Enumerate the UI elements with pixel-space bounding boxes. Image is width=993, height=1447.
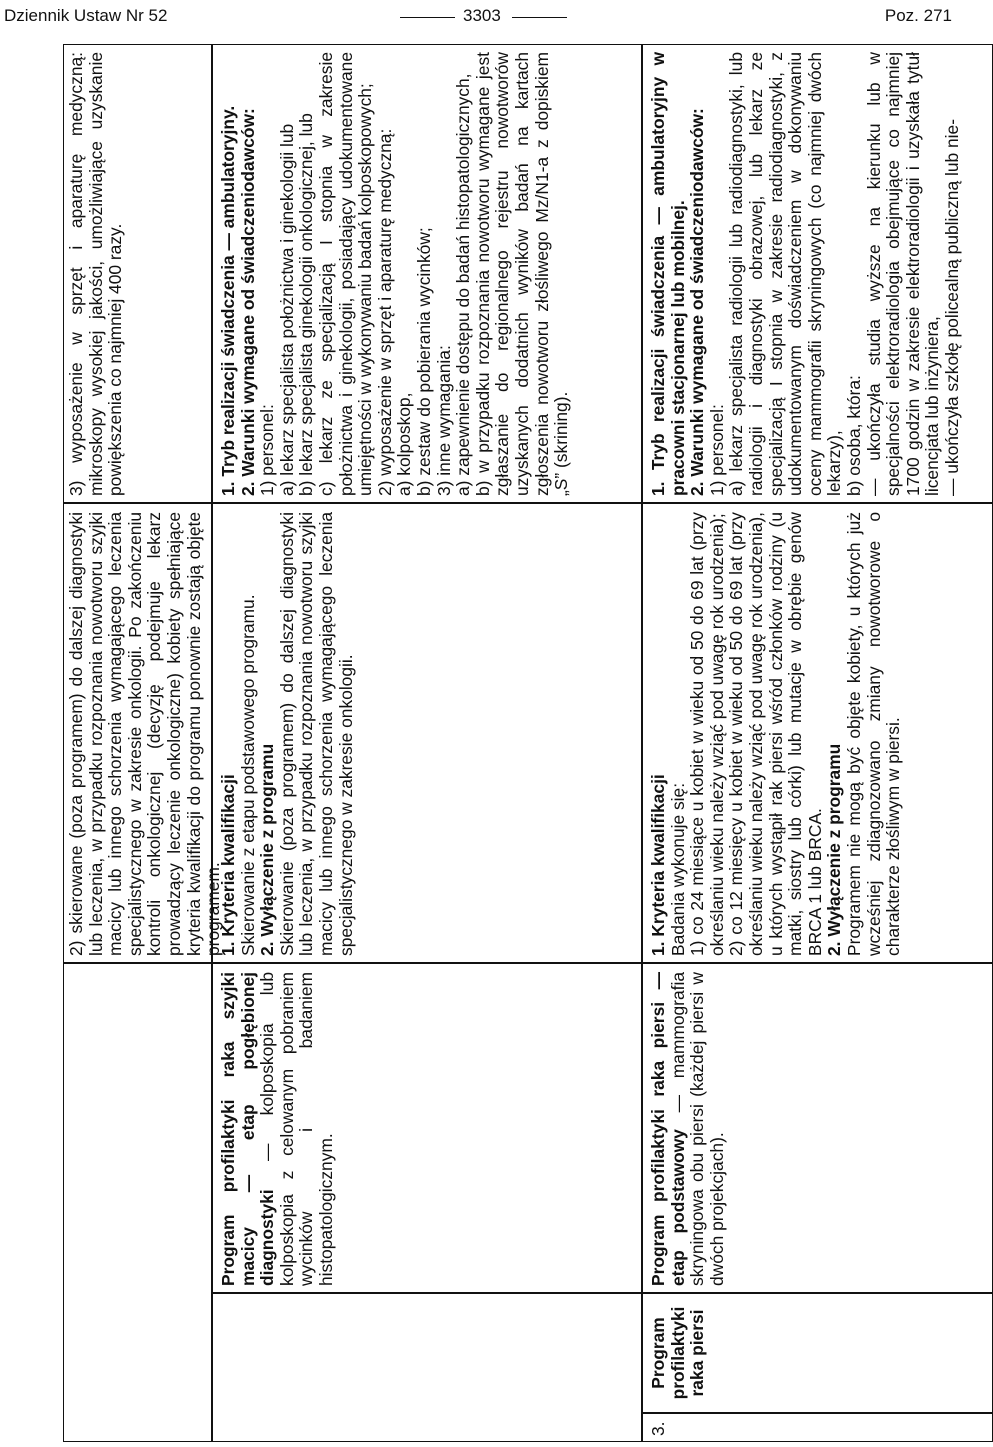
col-divider-2 xyxy=(211,1293,993,1295)
breast-requirements: 1. Tryb realizacji świadczenia — ambulatoryjny w pracowni stacjonarnej lub mobilnej. 2. Warunki wymagane od świadczeniodawców: 1) personel: a) lekarz specjalista radiologii lub radiodiagnostyki, lub radiologii i diagnostyki obrazowej, lub lekarz ze specjalizacją I stopnia w zakresie radiodiagnostyki, z udokumentowanym doświadczeniem w dokonywaniu oceny mammografii skryningowych (co najmniej dwóch lekarzy), b) osoba, która: — ukończyła studia wyższe na kierunku lub w specjalności elektroradiologia obejmujące co najmniej 1700 godzin w zakresie elektroradiologii i uzyskała tytuł licencjata lub inżyniera, — ukończyła szkołę policealną publiczną lub nie- xyxy=(648,52,962,496)
header-rule-right xyxy=(512,17,567,18)
continuation-col4: 2) skierowane (poza programem) do dalszej diagnostyki lub leczenia, w przypadku rozpoznania nowotworu szyjki macicy lub innego schorzenia wymagającego leczenia specjalistycznego w zakresie onkologii. Po zakończeniu kontroli onkologicznej (decyzję podejmuje lekarz prowadzący leczenie onkologiczne) kobiety spełniające kryteria kwalifikacji do programu ponownie zostają objęte programem. xyxy=(66,512,224,956)
page-header xyxy=(0,0,960,38)
journal-name: Dziennik Ustaw Nr 52 xyxy=(4,6,168,25)
col-divider-1 xyxy=(641,1413,993,1415)
rotated-table xyxy=(63,44,993,1442)
header-rule-left xyxy=(400,17,455,18)
row-number: 3. xyxy=(648,1421,668,1436)
continuation-col5: 3) wyposażenie w sprzęt i aparaturę medyczną: mikroskopy wysokiej jakości, umożliwiające uzyskanie powiększenia co najmniej 400 razy. xyxy=(66,52,126,496)
position-number: Poz. 271 xyxy=(884,6,952,25)
cervix-criteria: 1. Kryteria kwalifikacji Skierowanie z etapu podstawowego programu. 2. Wyłączenie z programu Skierowanie (poza programem) do dalszej diagnostyki lub leczenia, w przypadku rozpoznania nowotworu szyjki macicy lub innego schorzenia wymagającego leczenia specjalistycznego w zakresie onkologii. xyxy=(218,512,356,956)
breast-program-description: Program profilaktyki raka piersi — etap podstawowy — mammografia skryningowa obu piersi (każdej piersi w dwóch projekcjach). xyxy=(648,972,727,1286)
row-divider-2 xyxy=(641,44,643,1442)
breast-criteria: 1. Kryteria kwalifikacji Badania wykonuje się: 1) co 24 miesiące u kobiet w wieku od 50 do 69 lat (przy określaniu wieku należy wziąć pod uwagę rok urodzenia); 2) co 12 miesięcy u kobiet w wieku od 50 do 69 lat (przy określaniu wieku należy wziąć pod uwagę rok urodzenia), u których wystąpił rak piersi wśród członków rodziny (u matki, siostry lub córki) lub mutacje w obrębie genów BRCA 1 lub BRCA. 2. Wyłączenie z programu Programem nie mogą być objęte kobiety, u których już wcześniej zdiagnozowano zmiany nowotworowe o charakterze złośliwym w piersi. xyxy=(648,512,904,956)
cervix-program-description: Program profilaktyki raka szyjki macicy — etap pogłębionej diagnostyki — kolposkopia lub kolposkopia z celowanym pobraniem wycinków i badaniem histopatologicznym. xyxy=(218,972,336,1286)
breast-program-name: Program profilaktyki raka piersi xyxy=(648,1306,708,1400)
cervix-requirements: 1. Tryb realizacji świadczenia — ambulatoryjny. 2. Warunki wymagane od świadczeniodawców: 1) personel: a) lekarz specjalista położnictwa i ginekologii lub b) lekarz specjalista ginekologii onkologicznej, lub c) lekarz ze specjalizacją I stopnia w zakresie położnictwa i ginekologii, posiadający udokumentowane umiejętności w wykonywaniu badań kolposkopowych; 2) wyposażenie w sprzęt i aparaturę medyczną: a) kolposkop, b) zestaw do pobierania wycinków; 3) inne wymagania: a) zapewnienie dostępu do badań histopatologicznych, b) w przypadku rozpoznania nowotworu wymagane jest zgłaszanie do regionalnego rejestru nowotworów uzyskanych dodatnich wyników badań na kartach zgłoszenia nowotworu złośliwego Mz/N1-a z dopiskiem „S” (skrining). xyxy=(218,52,572,496)
col-divider-3 xyxy=(63,963,993,965)
page-number: 3303 xyxy=(463,6,501,25)
col-divider-4 xyxy=(63,503,993,505)
